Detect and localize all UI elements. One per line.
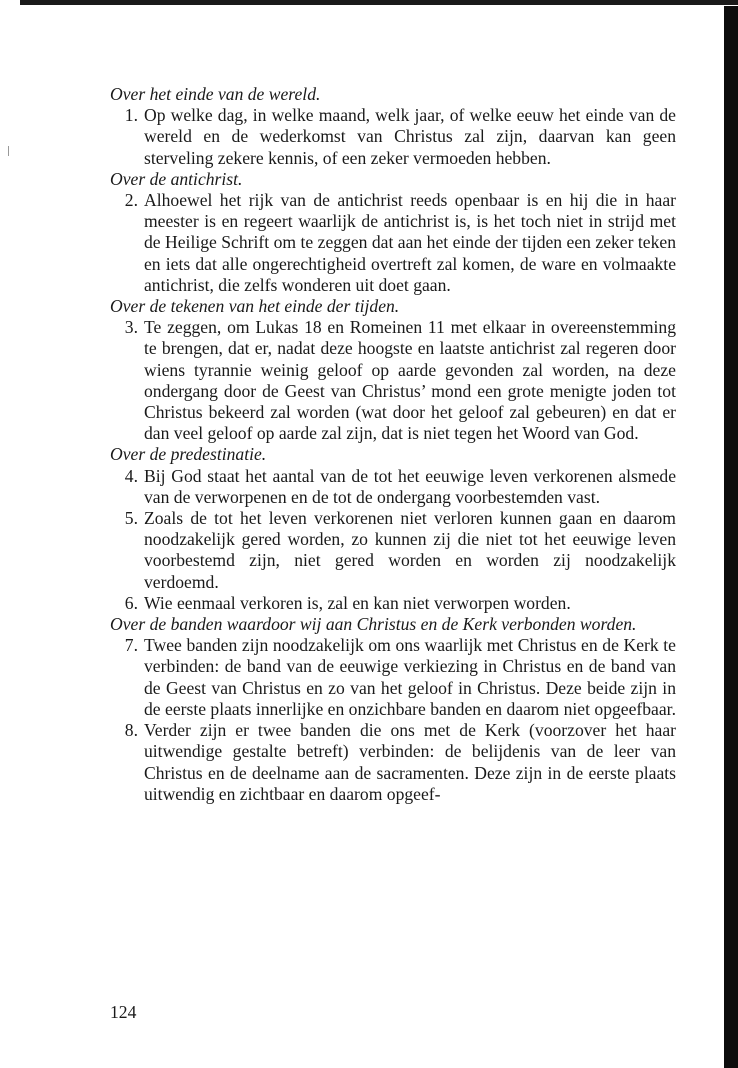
article-number: 4. [124,465,138,486]
article-text: Zoals de tot het leven verkorenen niet verloren kunnen gaan en daarom noodzakelijk gered worden, zo kunnen zij die niet tot het eeuwige leven voorbestemd zijn, niet gered worden en worden zij noodzakelijk verdoemd. [144,508,676,592]
article-text: Twee banden zijn noodzakelijk om ons waarlijk met Christus en de Kerk te verbinden: de band van de eeuwige verkiezing in Christus en de band van de Geest van Christus en zo van het geloof in Christus. Deze beide zijn in de eerste plaats innerlijke en onzichbare banden en daarom niet opgeefbaar. [144,635,676,719]
page-number: 124 [110,1002,137,1022]
page-content [110,84,676,805]
section-heading-signs: Over de tekenen van het einde der tijden. [110,296,400,317]
article-text: Wie eenmaal verkoren is, zal en kan niet verworpen worden. [144,592,571,613]
article-number: 3. [124,317,138,338]
article-1 [110,105,676,169]
article-text: Op welke dag, in welke maand, welk jaar, of welke eeuw het einde van de wereld en de wederkomst van Christus zal zijn, daarvan kan geen sterveling zekere kennis, of een zeker vermoeden hebben. [144,105,676,168]
article-text: Alhoewel het rijk van de antichrist reeds openbaar is en hij die in haar meester is en regeert waarlijk de antichrist is, is het toch niet in strijd met de Heilige Schrift om te zeggen dat aan het einde der tijden een zeker teken en iets dat alle ongerechtigheid overtreft zal komen, de ware en volmaakte antichrist, die zelfs wonderen uit doet gaan. [144,190,676,295]
article-4 [110,466,676,508]
article-5 [110,508,676,593]
scan-speck [8,146,9,156]
article-text: Verder zijn er twee banden die ons met de Kerk (voorzover het haar uitwendige gestalte betreft) verbinden: de belijdenis van de leer van Christus en de deelname aan de sacramenten. Deze zijn in de eerste plaats uitwendig en zichtbaar en daarom opgeef- [144,720,676,804]
article-7 [110,635,676,720]
article-number: 7. [124,635,138,656]
article-2 [110,190,676,296]
article-number: 6. [124,592,138,613]
section-heading-end-of-world: Over het einde van de wereld. [110,84,321,104]
article-number: 8. [124,720,138,741]
scan-edge-top [20,0,738,5]
article-text: Bij God staat het aantal van de tot het eeuwige leven verkorenen alsmede van de verworpenen en de tot de ondergang voorbestemden vast. [144,465,676,507]
article-6 [110,593,676,614]
scan-edge-right [724,6,738,1068]
section-heading-antichrist: Over de antichrist. [110,168,243,189]
section-heading-bonds: Over de banden waardoor wij aan Christus en de Kerk verbonden worden. [110,614,637,635]
article-8 [110,720,676,805]
article-number: 1. [124,105,138,126]
article-3 [110,317,676,444]
article-number: 2. [124,190,138,211]
article-text: Te zeggen, om Lukas 18 en Romeinen 11 met elkaar in overeenstemming te brengen, dat er, nadat deze hoogste en laatste antichrist zal regeren door wiens tyrannie weinig geloof op aarde gevonden zal worden, na deze ondergang door de Geest van Christus’ mond een grote menigte joden tot Christus bekeerd zal worden (wat door het geloof zal gebeuren) en dat er dan veel geloof op aarde zal zijn, dat is niet tegen het Woord van God. [144,317,676,444]
section-heading-predestination: Over de predestinatie. [110,444,267,465]
article-number: 5. [124,508,138,529]
